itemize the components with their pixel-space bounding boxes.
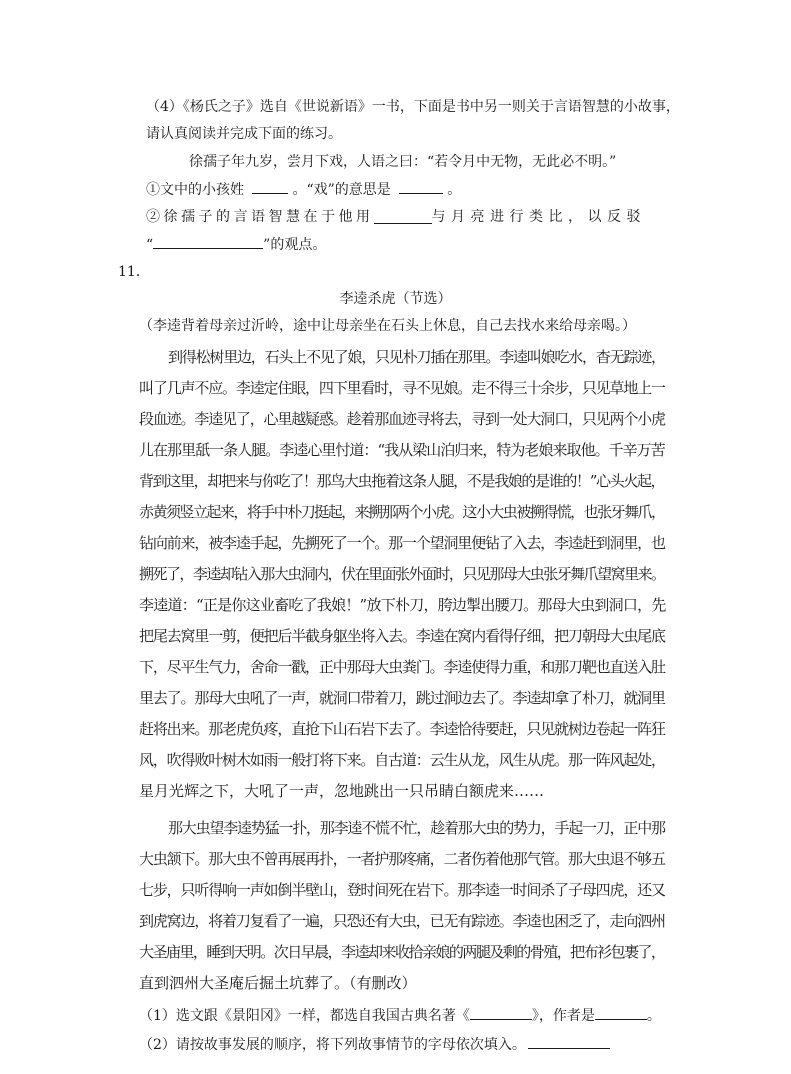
q11-para1-line: 背到这里，却把来与你吃了！那鸟大虫拖着这条人腿，不是我娘的是谁的！”心头火起， [139, 472, 665, 490]
q11-sub1 [139, 1005, 661, 1026]
q4-sub2-open-quote: “ [146, 237, 154, 253]
q11-para2-line: 到虎窝边，将着刀复看了一遍，只恐还有大虫，已无有踪迹。李逵也困乏了，走向泗州 [139, 912, 665, 930]
q4-sub1-blank-surname[interactable] [252, 179, 288, 194]
q4-sub1-mid: 。“戏”的意思是 [292, 182, 391, 198]
q4-sub1-prefix: ①文中的小孩姓 [146, 182, 244, 198]
q4-sub1-end: 。 [447, 182, 462, 198]
q11-title: 李逵杀虎（节选） [339, 291, 452, 307]
q11-para1-line: 把尾去窝里一剪，便把后半截身躯坐将入去。李逵在窝内看得仔细，把刀朝母大虫尾底 [139, 627, 665, 645]
q4-line-1: （4）《杨氏之子》选自《世说新语》一书，下面是书中另一则关于言语智慧的小故事， [146, 99, 680, 115]
q11-para2-line: 直到泗州大圣庵后掘土坑葬了。（有删改） [139, 974, 417, 992]
q11-para1-line: 叫了几声不应。李逵定住眼，四下里看时，寻不见娘。走不得三十余步，只见草地上一 [139, 379, 665, 397]
q11-para1-line: 段血迹。李逵见了，心里越疑惑。趁着那血迹寻将去，寻到一处大洞口，只见两个小虎 [139, 410, 665, 428]
q11-para1-line: 儿在那里舐一条人腿。李逵心里忖道：“我从梁山泊归来，特为老娘来取他。千辛万苦 [139, 441, 665, 459]
q4-sub2-blank-analogy[interactable] [374, 209, 432, 224]
q11-para1-line: 星月光辉之下，大吼了一声，忽地跳出一只吊睛白额虎来…… [139, 782, 545, 800]
q11-sub2-text: （2）请按故事发展的顺序，将下列故事情节的字母依次填入。 [139, 1037, 526, 1053]
q11-sub1-blank-book[interactable] [470, 1005, 532, 1020]
q4-sub2-mid: 与月亮进行类比，以反驳 [431, 209, 646, 225]
q11-para1-line: 李逵道：“正是你这业畜吃了我娘！”放下朴刀，胯边掣出腰刀。那母大虫到洞口，先 [139, 596, 666, 614]
q11-sub2 [139, 1034, 610, 1055]
q11-sub2-blank-order[interactable] [528, 1034, 610, 1049]
q4-sub2-end: ”的观点。 [263, 237, 327, 253]
q11-sub1-mid: 》，作者是 [531, 1008, 595, 1024]
q11-sub1-blank-author[interactable] [595, 1005, 647, 1020]
q11-para1-line: 里去了。那母大虫吼了一声，就洞口带着刀，跳过涧边去了。李逵却拿了朴刀，就洞里 [139, 689, 665, 707]
q11-para1-line: 到得松树里边，石头上不见了娘，只见朴刀插在那里。李逵叫娘吃水，杳无踪迹， [168, 348, 665, 366]
q11-para1-line: 赤黄须竖立起来，将手中朴刀挺起，来搠那两个小虎。这小大虫被搠得慌，也张牙舞爪， [139, 503, 665, 521]
q11-sub1-end: 。 [646, 1008, 661, 1024]
q11-para1-line: 钻向前来，被李逵手起，先搠死了一个。那一个望洞里便钻了入去，李逵赶到洞里，也 [139, 534, 665, 552]
q4-sub1 [146, 179, 461, 200]
q4-sub2-blank-viewpoint[interactable] [153, 234, 263, 249]
q4-sub2-line1 [146, 207, 646, 227]
q11-para1-line: 搠死了，李逵却钻入那大虫洞内，伏在里面张外面时，只见那母大虫张牙舞爪望窝里来。 [139, 565, 665, 583]
q11-para2-line: 那大虫望李逵势猛一扑，那李逵不慌不忙，趁着那大虫的势力，手起一刀，正中那 [168, 819, 665, 837]
q11-number: 11． [118, 264, 150, 280]
q4-sub2-line2 [146, 234, 326, 255]
q4-sub2-prefix: ②徐孺子的言语智慧在于他用 [146, 209, 374, 225]
q11-intro: （李逵背着母亲过沂岭，途中让母亲坐在石头上休息，自己去找水来给母亲喝。） [139, 318, 636, 334]
q4-line-2: 请认真阅读并完成下面的练习。 [146, 126, 342, 142]
q11-para1-line: 下，尽平生气力，舍命一戳，正中那母大虫粪门。李逵使得力重，和那刀靶也直送入肚 [139, 658, 665, 676]
q11-sub1-prefix: （1）选文跟《景阳冈》一样，都选自我国古典名著《 [139, 1008, 470, 1024]
q11-para1-line: 风，吹得败叶树木如雨一般打将下来。自古道：云生从龙，风生从虎。那一阵风起处， [139, 751, 665, 769]
q11-para2-line: 七步，只听得响一声如倒半壁山，登时间死在岩下。那李逵一时间杀了子母四虎，还又 [139, 881, 665, 899]
q11-para1-line: 赶将出来。那老虎负疼，直抢下山石岩下去了。李逵恰待要赶，只见就树边卷起一阵狂 [139, 720, 665, 738]
q11-para2-line: 大圣庙里，睡到天明。次日早晨，李逵却来收拾亲娘的两腿及剩的骨殖，把布衫包裹了， [139, 943, 665, 961]
q4-sub1-blank-meaning[interactable] [399, 179, 443, 194]
q11-para2-line: 大虫颔下。那大虫不曾再展再扑，一者护那疼痛，二者伤着他那气管。那大虫退不够五 [139, 850, 665, 868]
q4-quote: 徐孺子年九岁，尝月下戏，人语之曰：“若令月中无物，无此必不明。” [189, 154, 617, 170]
